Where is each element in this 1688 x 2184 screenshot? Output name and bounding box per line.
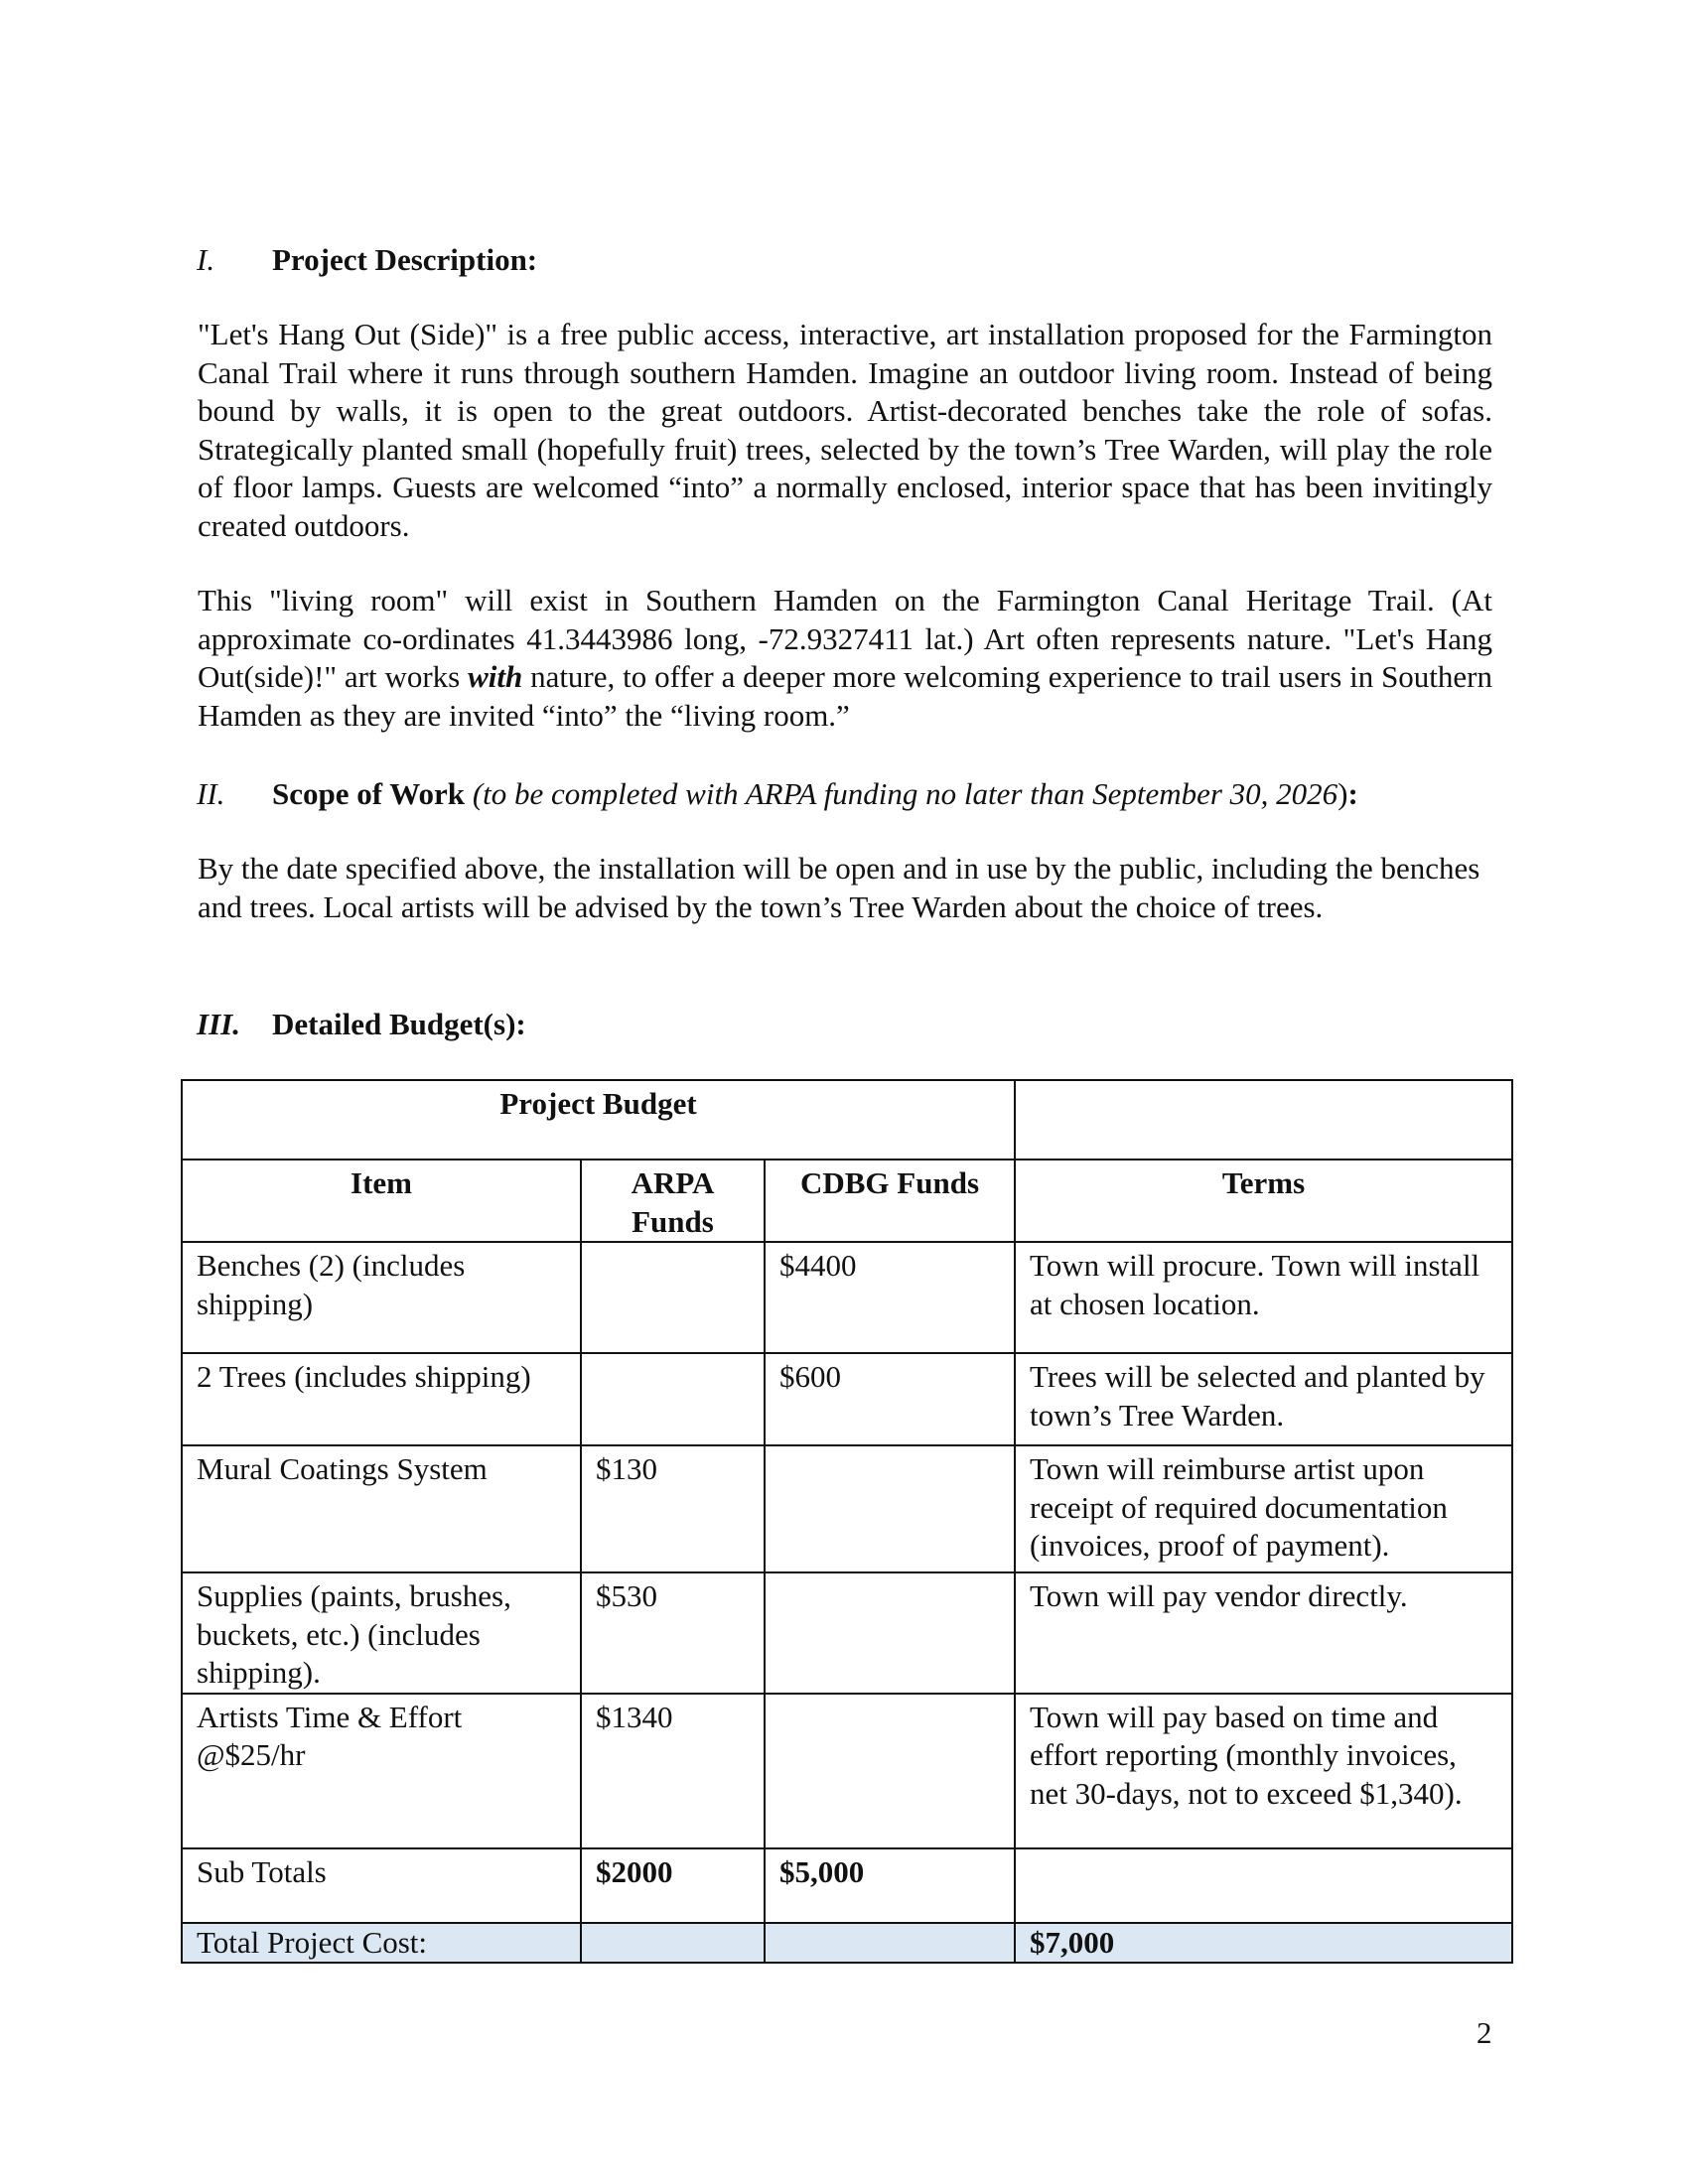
arpa-cell: $1340 [581,1694,765,1848]
page-number: 2 [1477,2015,1492,2050]
subtotal-cdbg: $5,000 [765,1848,1015,1923]
table-row [182,1242,1512,1353]
arpa-cell [581,1353,765,1445]
arpa-cell: $130 [581,1445,765,1572]
item-cell: Supplies (paints, brushes, buckets, etc.) (includes shipping). [182,1572,581,1694]
section-title: Scope of Work [272,776,466,811]
section-note: (to be completed with ARPA funding no later than September 30, 2026 [472,776,1338,811]
subtotal-terms [1015,1848,1512,1923]
budget-table [181,1079,1513,1964]
section-title: Detailed Budget(s): [272,1007,526,1041]
section-number: II. [197,776,225,811]
scope-of-work-paragraph: By the date specified above, the installation will be open and in use by the public, including the benches and trees. Local artists will be advised by the town’s Tree Warden about the choice of trees. [198,851,1480,924]
project-description-paragraph-2 [198,582,1492,735]
total-row [182,1923,1512,1964]
terms-cell: Town will pay based on time and effort reporting (monthly invoices, net 30-days, not to exceed $1,340). [1015,1694,1512,1848]
column-header-arpa: ARPA Funds [581,1160,765,1242]
item-cell: 2 Trees (includes shipping) [182,1353,581,1445]
cdbg-cell [765,1694,1015,1848]
cdbg-cell [765,1572,1015,1694]
total-label: Total Project Cost: [182,1923,581,1964]
section-number: III. [197,1007,240,1041]
table-header-row [182,1160,1512,1242]
section-heading-project-description [197,240,537,280]
subtotal-arpa: $2000 [581,1848,765,1923]
column-header-item: Item [182,1160,581,1242]
section-title: Project Description: [272,242,538,277]
table-title-row [182,1080,1512,1160]
arpa-cell: $530 [581,1572,765,1694]
section-heading-detailed-budget [197,1005,526,1044]
table-row [182,1445,1512,1572]
terms-cell: Town will reimburse artist upon receipt of required documentation (invoices, proof of payment). [1015,1445,1512,1572]
total-value: $7,000 [1015,1923,1512,1964]
total-arpa [581,1923,765,1964]
subtotals-row [182,1848,1512,1923]
project-description-paragraph-1: "Let's Hang Out (Side)" is a free public access, interactive, art installation proposed for the Farmington Canal Trail where it runs through southern Hamden. Imagine an outdoor living room. Instead of being bound by walls, it is open to the great outdoors. Artist-decorated benches take the role of sofas. Strategically planted small (hopefully fruit) trees, selected by the town’s Tree Warden, will play the role of floor lamps. Guests are welcomed “into” a normally enclosed, interior space that has been invitingly created outdoors. [198,317,1492,543]
section-colon: : [1347,776,1358,811]
item-cell: Artists Time & Effort @$25/hr [182,1694,581,1848]
cdbg-cell: $4400 [765,1242,1015,1353]
item-cell: Mural Coatings System [182,1445,581,1572]
section-number: I. [197,242,215,277]
paragraph-text: This "living room" will exist in Southern Hamden on the Farmington Canal Heritage Trail. (At approximate co-ordinates 41.3443986 long, -72.9327411 lat.) Art often represents nature. "Let's Hang Out(side)!" art works [198,583,1492,695]
emphasis-text: with [468,659,523,695]
item-cell: Benches (2) (includes shipping) [182,1242,581,1353]
terms-cell: Town will pay vendor directly. [1015,1572,1512,1694]
section-note-close: ) [1337,776,1348,811]
terms-cell: Trees will be selected and planted by town’s Tree Warden. [1015,1353,1512,1445]
table-row [182,1353,1512,1445]
column-header-cdbg: CDBG Funds [765,1160,1015,1242]
subtotals-label: Sub Totals [182,1848,581,1923]
terms-cell: Town will procure. Town will install at chosen location. [1015,1242,1512,1353]
table-title: Project Budget [182,1080,1015,1160]
arpa-cell [581,1242,765,1353]
column-header-terms: Terms [1015,1160,1512,1242]
section-heading-scope-of-work [197,774,1358,814]
cdbg-cell: $600 [765,1353,1015,1445]
table-row [182,1694,1512,1848]
table-cell [1015,1080,1512,1160]
table-row [182,1572,1512,1694]
total-cdbg [765,1923,1015,1964]
cdbg-cell [765,1445,1015,1572]
paragraph-text: nature, to offer a deeper more welcoming experience to trail users in Southern Hamden as they are invited “into” the “living room.” [198,659,1492,733]
